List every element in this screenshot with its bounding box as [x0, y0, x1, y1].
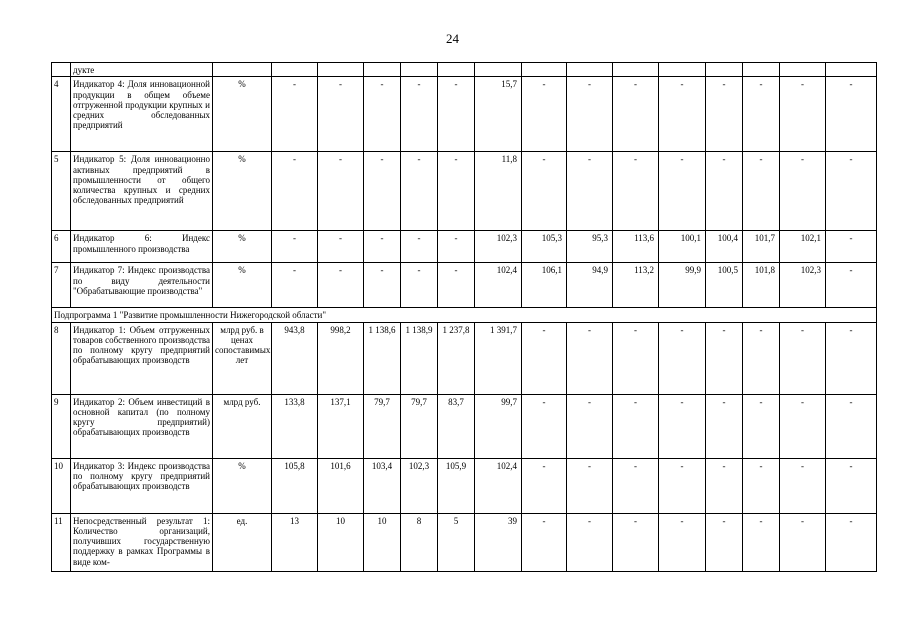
table-row: [52, 152, 877, 231]
table-row: [52, 394, 877, 458]
value-cell: -: [364, 77, 401, 152]
indicators-table: [51, 62, 877, 572]
value-cell: 100,1: [659, 231, 706, 263]
value-cell: 5: [438, 513, 475, 571]
unit-cell: %: [213, 77, 272, 152]
row-number: 11: [52, 513, 71, 571]
value-cell: -: [364, 152, 401, 231]
value-cell: -: [706, 458, 743, 513]
row-number: 10: [52, 458, 71, 513]
indicator-name: Непосредственный результат 1: Количество организаций, получивших государственную поддержку в рамках Программы в виде ком-: [71, 513, 213, 571]
value-cell: 83,7: [438, 394, 475, 458]
value-cell: -: [522, 394, 567, 458]
value-cell: 105,3: [522, 231, 567, 263]
unit-cell: млрд руб. в ценах сопоставимых лет: [213, 322, 272, 394]
value-cell: -: [780, 394, 826, 458]
value-cell: 1 138,9: [401, 322, 438, 394]
table-row: [52, 231, 877, 263]
value-cell: -: [318, 77, 364, 152]
value-cell: 95,3: [567, 231, 613, 263]
value-cell: -: [567, 322, 613, 394]
value-cell: -: [567, 513, 613, 571]
value-cell: -: [659, 322, 706, 394]
unit-cell: %: [213, 263, 272, 308]
value-cell: -: [826, 513, 877, 571]
value-cell: 79,7: [401, 394, 438, 458]
value-cell: 10: [364, 513, 401, 571]
value-cell: -: [438, 231, 475, 263]
value-cell: -: [826, 458, 877, 513]
value-cell: 102,1: [780, 231, 826, 263]
value-cell: -: [318, 263, 364, 308]
value-cell: -: [659, 394, 706, 458]
value-cell: -: [567, 394, 613, 458]
unit-cell: %: [213, 458, 272, 513]
value-cell: -: [318, 231, 364, 263]
value-cell: -: [522, 458, 567, 513]
value-cell: -: [272, 231, 318, 263]
table-body: [52, 63, 877, 572]
value-cell: 105,9: [438, 458, 475, 513]
value-cell: 101,7: [743, 231, 780, 263]
table-row: [52, 513, 877, 571]
value-cell: -: [826, 152, 877, 231]
value-cell: 1 138,6: [364, 322, 401, 394]
value-cell: -: [659, 513, 706, 571]
value-cell: 99,9: [659, 263, 706, 308]
value-cell: -: [613, 152, 659, 231]
value-cell: -: [401, 263, 438, 308]
table-row: [52, 263, 877, 308]
value-cell: 113,2: [613, 263, 659, 308]
table-row: [52, 322, 877, 394]
table-row: [52, 458, 877, 513]
indicator-name: Индикатор 7: Индекс производства по виду деятельности "Обрабатывающие производства": [71, 263, 213, 308]
value-cell: 137,1: [318, 394, 364, 458]
row-number: 7: [52, 263, 71, 308]
value-cell: -: [659, 77, 706, 152]
indicator-name: Индикатор 4: Доля инновационной продукции в общем объеме отгруженной продукции крупных и средних обследованных предприятий: [71, 77, 213, 152]
value-cell: 106,1: [522, 263, 567, 308]
value-cell: 101,6: [318, 458, 364, 513]
value-cell: 79,7: [364, 394, 401, 458]
row-number: 6: [52, 231, 71, 263]
value-cell: 102,3: [780, 263, 826, 308]
value-cell: 102,4: [475, 458, 522, 513]
value-cell: -: [567, 77, 613, 152]
value-cell: -: [706, 77, 743, 152]
value-cell: 1 391,7: [475, 322, 522, 394]
value-cell: -: [613, 394, 659, 458]
value-cell: -: [438, 77, 475, 152]
value-cell: -: [826, 263, 877, 308]
value-cell: -: [522, 152, 567, 231]
value-cell: -: [743, 77, 780, 152]
value-cell: -: [364, 263, 401, 308]
unit-cell: ед.: [213, 513, 272, 571]
value-cell: -: [826, 77, 877, 152]
value-cell: 133,8: [272, 394, 318, 458]
value-cell: -: [780, 152, 826, 231]
value-cell: -: [318, 152, 364, 231]
section-row: [52, 308, 877, 322]
row-number: 8: [52, 322, 71, 394]
value-cell: -: [567, 458, 613, 513]
unit-cell: млрд руб.: [213, 394, 272, 458]
value-cell: -: [567, 152, 613, 231]
value-cell: 11,8: [475, 152, 522, 231]
value-cell: 998,2: [318, 322, 364, 394]
value-cell: 94,9: [567, 263, 613, 308]
value-cell: -: [522, 77, 567, 152]
value-cell: -: [613, 513, 659, 571]
value-cell: 113,6: [613, 231, 659, 263]
unit-cell: %: [213, 152, 272, 231]
value-cell: 100,4: [706, 231, 743, 263]
value-cell: -: [706, 513, 743, 571]
value-cell: -: [438, 152, 475, 231]
value-cell: 1 237,8: [438, 322, 475, 394]
value-cell: 100,5: [706, 263, 743, 308]
value-cell: -: [364, 231, 401, 263]
continuation-row: [52, 63, 877, 77]
indicator-name: Индикатор 5: Доля инновационно активных предприятий в промышленности от общего количества крупных и средних обследованных предприятий: [71, 152, 213, 231]
value-cell: -: [743, 394, 780, 458]
value-cell: -: [826, 322, 877, 394]
value-cell: -: [401, 231, 438, 263]
value-cell: -: [706, 322, 743, 394]
value-cell: -: [743, 513, 780, 571]
value-cell: -: [272, 77, 318, 152]
value-cell: 8: [401, 513, 438, 571]
value-cell: -: [613, 458, 659, 513]
value-cell: -: [780, 322, 826, 394]
value-cell: 102,4: [475, 263, 522, 308]
value-cell: -: [706, 152, 743, 231]
value-cell: -: [522, 513, 567, 571]
value-cell: -: [780, 77, 826, 152]
value-cell: -: [438, 263, 475, 308]
value-cell: -: [659, 458, 706, 513]
indicator-name: Индикатор 6: Индекс промышленного производства: [71, 231, 213, 263]
value-cell: 102,3: [401, 458, 438, 513]
value-cell: -: [743, 152, 780, 231]
value-cell: 10: [318, 513, 364, 571]
value-cell: -: [401, 77, 438, 152]
unit-cell: %: [213, 231, 272, 263]
value-cell: 102,3: [475, 231, 522, 263]
value-cell: -: [613, 322, 659, 394]
value-cell: -: [659, 152, 706, 231]
section-title: Подпрограмма 1 "Развитие промышленности Нижегородской области": [52, 308, 877, 322]
value-cell: -: [743, 322, 780, 394]
value-cell: -: [826, 394, 877, 458]
value-cell: -: [743, 458, 780, 513]
row-number: 5: [52, 152, 71, 231]
table-row: [52, 77, 877, 152]
value-cell: 103,4: [364, 458, 401, 513]
value-cell: 99,7: [475, 394, 522, 458]
value-cell: -: [706, 394, 743, 458]
continuation-text: дукте: [71, 63, 213, 77]
value-cell: -: [780, 513, 826, 571]
row-number: 9: [52, 394, 71, 458]
value-cell: -: [826, 231, 877, 263]
value-cell: -: [272, 152, 318, 231]
page-number: 24: [446, 31, 459, 46]
value-cell: 105,8: [272, 458, 318, 513]
value-cell: -: [272, 263, 318, 308]
value-cell: 943,8: [272, 322, 318, 394]
value-cell: 101,8: [743, 263, 780, 308]
indicator-name: Индикатор 2: Объем инвестиций в основной капитал (по полному кругу предприятий) обрабатывающих производств: [71, 394, 213, 458]
value-cell: 15,7: [475, 77, 522, 152]
row-number: 4: [52, 77, 71, 152]
indicator-name: Индикатор 3: Индекс производства по полному кругу предприятий обрабатывающих производств: [71, 458, 213, 513]
value-cell: 39: [475, 513, 522, 571]
value-cell: -: [401, 152, 438, 231]
indicator-name: Индикатор 1: Объем отгруженных товаров собственного производства по полному кругу предприятий обрабатывающих производств: [71, 322, 213, 394]
value-cell: -: [780, 458, 826, 513]
value-cell: -: [613, 77, 659, 152]
value-cell: 13: [272, 513, 318, 571]
value-cell: -: [522, 322, 567, 394]
